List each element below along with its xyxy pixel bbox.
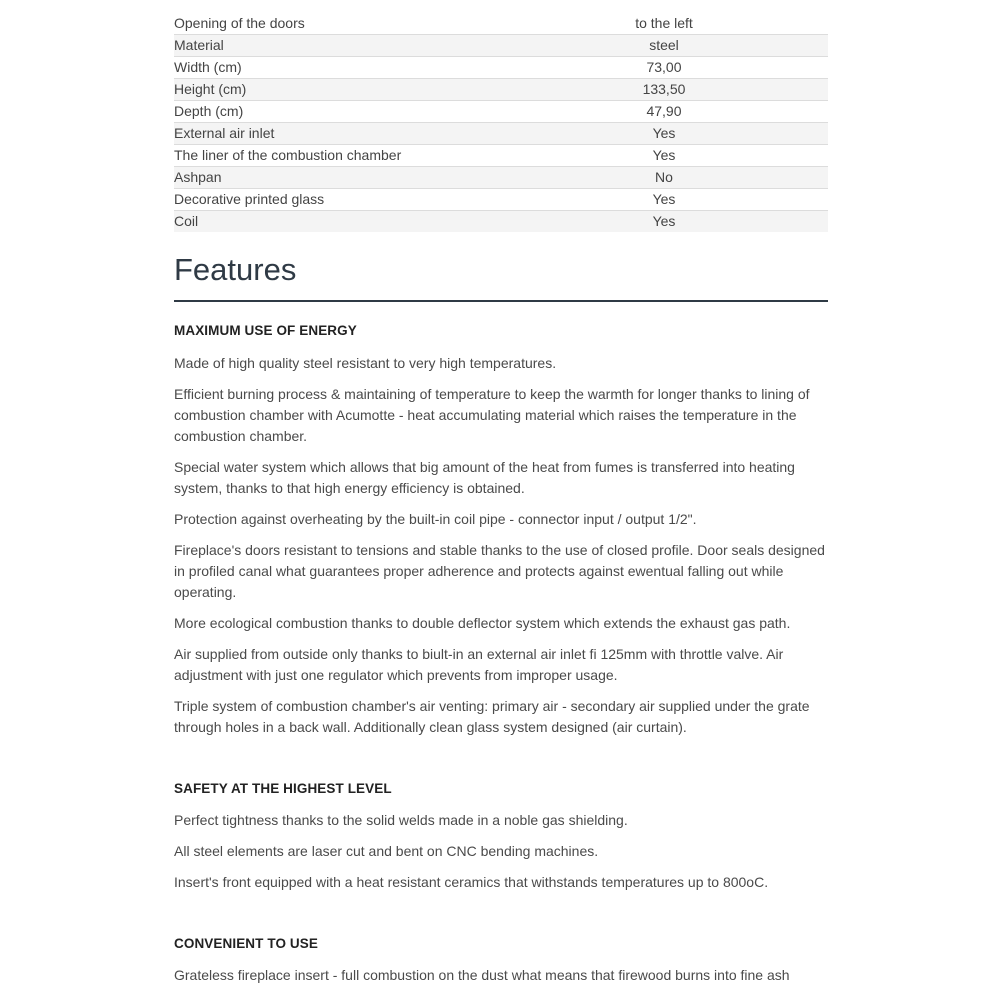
features-section-energy — [174, 322, 828, 738]
section-heading: CONVENIENT TO USE — [174, 936, 318, 951]
spec-value: No — [500, 167, 828, 189]
section-heading: MAXIMUM USE OF ENERGY — [174, 323, 357, 338]
section-paragraph: Protection against overheating by the built-in coil pipe - connector input / output 1/2". — [174, 511, 697, 527]
section-paragraph: Fireplace's doors resistant to tensions and stable thanks to the use of closed profile. Door seals designed in profiled canal what guarantees proper adherence and protects against ewentual falling out while operating. — [174, 542, 825, 600]
spec-value: 73,00 — [500, 57, 828, 79]
spec-label: The liner of the combustion chamber — [174, 145, 500, 167]
section-paragraph: All steel elements are laser cut and bent on CNC bending machines. — [174, 843, 599, 859]
spec-label: Coil — [174, 211, 500, 233]
section-paragraph: Triple system of combustion chamber's air venting: primary air - secondary air supplied under the grate through holes in a back wall. Additionally clean glass system designed (air curtain). — [174, 698, 810, 735]
spec-label: Depth (cm) — [174, 101, 500, 123]
spec-label: Opening of the doors — [174, 13, 500, 35]
table-row — [174, 35, 828, 57]
spec-label: External air inlet — [174, 123, 500, 145]
spec-label: Decorative printed glass — [174, 189, 500, 211]
section-paragraph: Perfect tightness thanks to the solid welds made in a noble gas shielding. — [174, 812, 628, 828]
product-details — [174, 13, 828, 986]
spec-value: 47,90 — [500, 101, 828, 123]
spec-value: steel — [500, 35, 828, 57]
table-row — [174, 145, 828, 167]
table-row — [174, 167, 828, 189]
section-paragraph: Insert's front equipped with a heat resistant ceramics that withstands temperatures up to 800oC. — [174, 874, 769, 890]
table-row — [174, 101, 828, 123]
spec-value: to the left — [500, 13, 828, 35]
section-paragraph: Made of high quality steel resistant to very high temperatures. — [174, 355, 557, 371]
table-row — [174, 189, 828, 211]
spec-label: Width (cm) — [174, 57, 500, 79]
section-paragraph: Special water system which allows that big amount of the heat from fumes is transferred into heating system, thanks to that high energy efficiency is obtained. — [174, 459, 795, 496]
section-paragraph: Air supplied from outside only thanks to biult-in an external air inlet fi 125mm with throttle valve. Air adjustment with just one regulator which prevents from improper usage. — [174, 646, 784, 683]
table-row — [174, 13, 828, 35]
section-paragraph: Efficient burning process & maintaining of temperature to keep the warmth for longer thanks to lining of combustion chamber with Acumotte - heat accumulating material which raises the temperature in the combustion chamber. — [174, 386, 810, 444]
spec-value: Yes — [500, 145, 828, 167]
section-paragraph: More ecological combustion thanks to double deflector system which extends the exhaust gas path. — [174, 615, 791, 631]
table-row — [174, 211, 828, 233]
features-section-safety — [174, 780, 828, 893]
section-paragraph: Grateless fireplace insert - full combustion on the dust what means that firewood burns into fine ash — [174, 967, 790, 983]
features-section-convenience — [174, 935, 828, 986]
table-row — [174, 79, 828, 101]
spec-label: Height (cm) — [174, 79, 500, 101]
spec-value: 133,50 — [500, 79, 828, 101]
title-divider — [174, 300, 828, 302]
spec-label: Material — [174, 35, 500, 57]
table-row — [174, 57, 828, 79]
section-heading: SAFETY AT THE HIGHEST LEVEL — [174, 781, 392, 796]
spec-table — [174, 13, 828, 232]
spec-label: Ashpan — [174, 167, 500, 189]
spec-value: Yes — [500, 189, 828, 211]
spec-value: Yes — [500, 123, 828, 145]
features-title: Features — [174, 252, 297, 287]
spec-value: Yes — [500, 211, 828, 233]
table-row — [174, 123, 828, 145]
